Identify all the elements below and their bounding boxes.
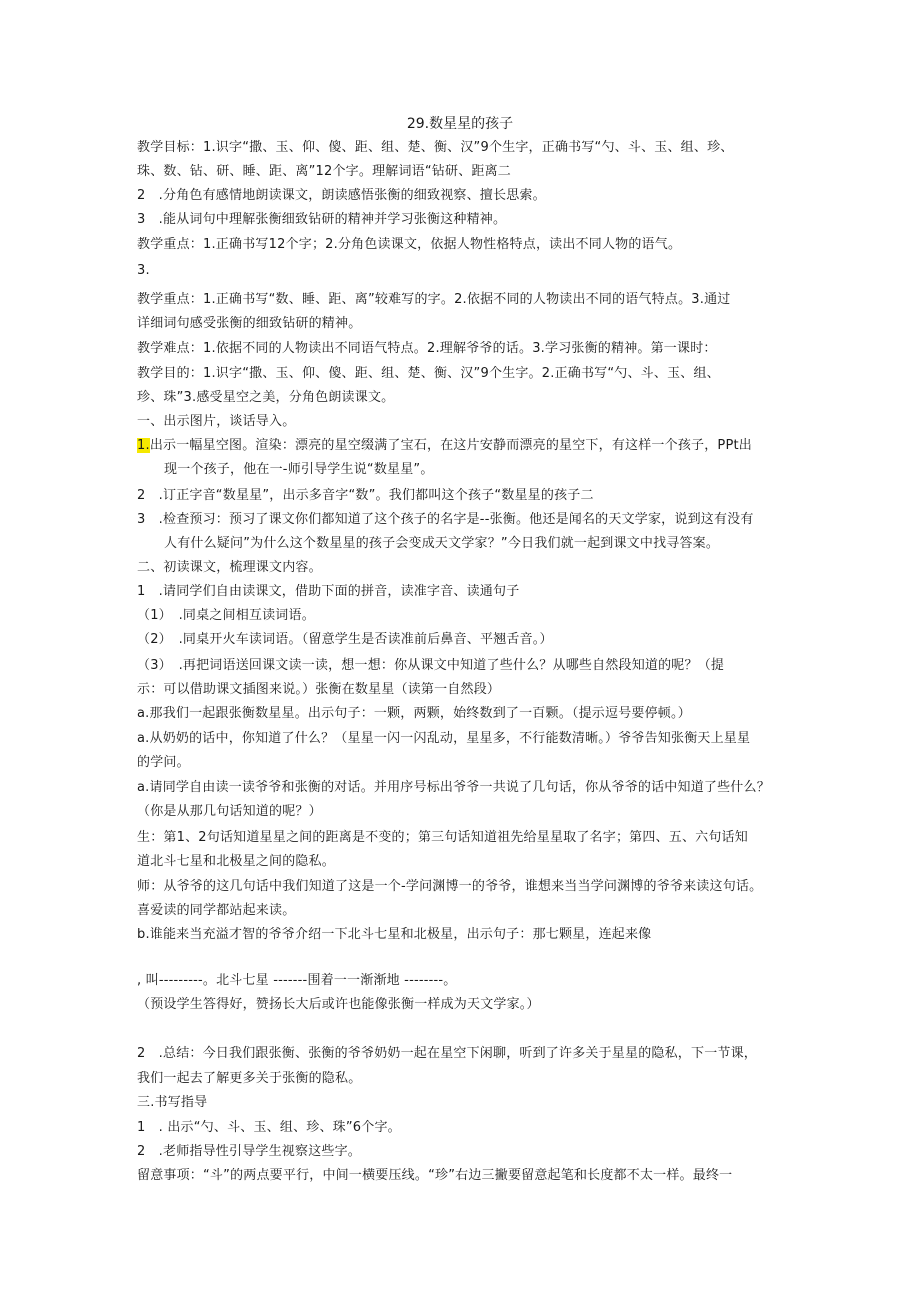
- text-line: 3 .检查预习：预习了课文你们都知道了这个孩子的名字是--张衡。他还是闻名的天文学家，说到这有没有: [137, 512, 754, 527]
- text-line: 2 .总结：今日我们跟张衡、张衡的爷爷奶奶一起在星空下闲聊，听到了许多关于星星的隐私，下一节课，: [137, 1046, 758, 1061]
- highlight-marker: 1.: [137, 438, 150, 453]
- text-line: 人有什么疑问”为什么这个数星星的孩子会变成天文学家？”今日我们就一起到课文中找寻答案。: [164, 536, 720, 551]
- text-line: a.请同学自由读一读爷爷和张衡的对话。并用序号标出爷爷一共说了几句话，你从爷爷的话中知道了些什么？: [137, 780, 770, 795]
- text-line: （预设学生答得好，赞扬长大后或许也能像张衡一样成为天文学家。）: [137, 997, 540, 1012]
- text-line: a.那我们一起跟张衡数星星。出示句子：一颗，两颗，始终数到了一百颗。（提示逗号要停顿。）: [137, 706, 691, 721]
- text-line: 教学目标：1.识字“撒、玉、仰、傻、距、组、楚、衡、汉”9个生字，正确书写“勺、斗、玉、组、珍、: [137, 140, 734, 155]
- text-line: 教学重点：1.正确书写12个字；2.分角色读课文，依据人物性格特点，读出不同人物的语气。: [137, 237, 682, 252]
- text-line: 详细词句感受张衡的细致钻研的精神。: [137, 316, 362, 331]
- text-line: 2 .分角色有感情地朗读课文，朗读感悟张衡的细致视察、擅长思索。: [137, 188, 546, 203]
- text-line: 喜爱读的同学都站起来读。: [137, 903, 296, 918]
- text-line: 生：第1、2句话知道星星之间的距离是不变的；第三句话知道祖先给星星取了名字；第四、五、六句话知: [137, 830, 748, 845]
- text-line: , 叫---------。北斗七星 -------围着一一渐渐地 --------。: [137, 973, 457, 988]
- text-line: 道北斗七星和北极星之间的隐私。: [137, 854, 336, 869]
- text-line: 1 . 出示“勺、斗、玉、组、珍、珠”6个字。: [137, 1120, 401, 1135]
- text-line: 的学问。: [137, 755, 190, 770]
- text-line: 师：从爷爷的这几句话中我们知道了这是一个-学问渊博一的爷爷，谁想来当当学问渊博的爷爷来读这句话。: [137, 879, 763, 894]
- text-line: 2 .订正字音“数星星”，出示多音字“数”。我们都叫这个孩子“数星星的孩子二: [137, 488, 594, 503]
- text-line: 二、初读课文，梳理课文内容。: [137, 560, 322, 575]
- text-line: （2） .同桌开火车读词语。（留意学生是否读准前后鼻音、平翘舌音。）: [137, 632, 553, 647]
- text-line: 2 .老师指导性引导学生视察这些字。: [137, 1144, 362, 1159]
- text-line-highlighted: 1.出示一幅星空图。渲染：漂亮的星空缀满了宝石，在这片安静而漂亮的星空下，有这样一个孩子，PPt出: [137, 438, 752, 453]
- text-line: 我们一起去了解更多关于张衡的隐私。: [137, 1071, 362, 1086]
- document-title: 29.数星星的孩子: [406, 116, 514, 132]
- text-line: a.从奶奶的话中，你知道了什么？（星星一闪一闪乱动，星星多，不行能数清晰。）爷爷告知张衡天上星星: [137, 731, 751, 746]
- text-line: （1） .同桌之间相互读词语。: [137, 608, 315, 623]
- text-line: （你是从那几句话知道的呢？）: [137, 804, 322, 819]
- text-line: 三.书写指导: [137, 1095, 208, 1110]
- text-line: 示：可以借助课文插图来说。）张衡在数星星（读第一自然段）: [137, 682, 501, 697]
- text-line: 3.: [137, 263, 150, 278]
- text-line: 珠、数、钻、研、睡、距、离”12个字。理解词语“钻研、距离二: [137, 164, 512, 179]
- text-line: 教学重点：1.正确书写“数、睡、距、离”较难写的字。2.依据不同的人物读出不同的语气特点。3.通过: [137, 292, 731, 307]
- text-line: 留意事项：“斗”的两点要平行，中间一横要压线。“珍”右边三撇要留意起笔和长度都不太一样。最终一: [137, 1168, 733, 1183]
- text-line: （3） .再把词语送回课文读一读，想一想：你从课文中知道了些什么？从哪些自然段知道的呢？（提: [137, 658, 725, 673]
- text-line: 教学目的：1.识字“撒、玉、仰、傻、距、组、楚、衡、汉”9个生字。2.正确书写“勺、斗、玉、组、: [137, 366, 720, 381]
- text-line: 3 .能从词句中理解张衡细致钻研的精神并学习张衡这种精神。: [137, 212, 507, 227]
- text-line: 珍、珠”3.感受星空之美，分角色朗读课文。: [137, 390, 395, 405]
- text-line: 1 .请同学们自由读课文，借助下面的拼音，读准字音、读通句子: [137, 584, 520, 599]
- text-line: 一、出示图片，谈话导入。: [137, 414, 296, 429]
- text-line: 现一个孩子，他在一-师引导学生说“数星星”。: [164, 462, 434, 477]
- text-line: 教学难点：1.依据不同的人物读出不同语气特点。2.理解爷爷的话。3.学习张衡的精神。第一课时：: [137, 341, 717, 356]
- text-line: b.谁能来当充溢才智的爷爷介绍一下北斗七星和北极星，出示句子：那七颗星，连起来像: [137, 927, 652, 942]
